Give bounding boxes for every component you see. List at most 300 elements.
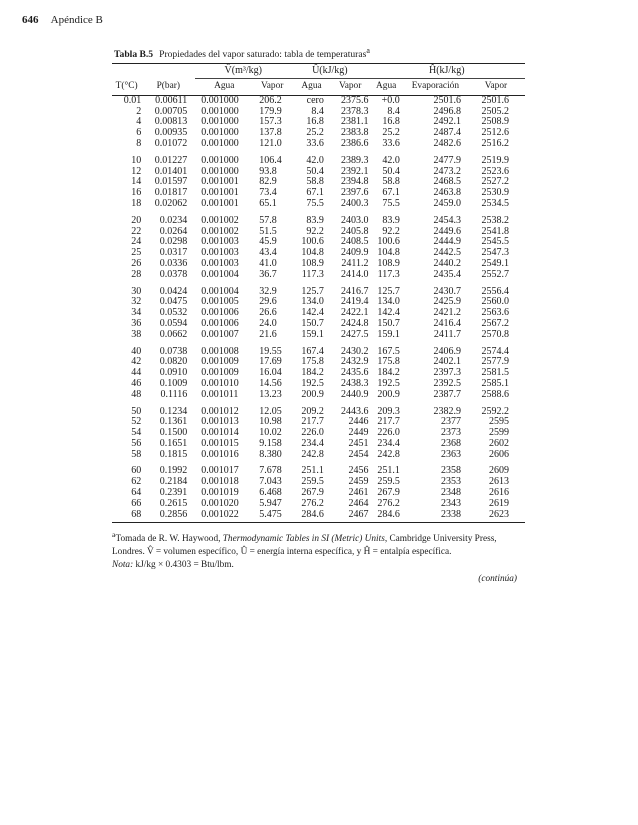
temperature-cell: 18 (131, 197, 142, 209)
table-row (112, 150, 525, 167)
pressure-cell: 0.0738 (159, 345, 188, 357)
temperature-cell: 2 (136, 105, 142, 117)
enthalpy-evaporation-cell: 2358 (440, 465, 461, 477)
volume-liquid-cell: 0.001013 (201, 416, 239, 428)
table-title: Propiedades del vapor saturado: tabla de temperaturas (159, 49, 367, 61)
energy-vapor-cell: 2432.9 (341, 356, 369, 368)
pressure-cell: 0.2856 (141, 510, 195, 523)
temperature-cell: 16 (131, 187, 142, 199)
energy-liquid-cell: 184.2 (301, 367, 324, 379)
volume-liquid-cell: 0.001015 (201, 437, 239, 449)
volume-vapor-cell: 157.3 (259, 116, 282, 128)
energy-liquid-cell: 251.1 (301, 465, 324, 477)
pressure-cell: 0.0820 (159, 356, 188, 368)
volume-vapor-cell: 26.6 (259, 307, 277, 319)
energy-vapor-cell: 2400.3 (341, 197, 369, 209)
volume-vapor-cell: 29.6 (259, 296, 277, 308)
energy-vapor-cell: 2403.0 (341, 214, 369, 226)
enthalpy-evaporation-cell: 2454.3 (433, 214, 461, 226)
energy-liquid-cell: 175.8 (301, 356, 324, 368)
volume-vapor-cell: 137.8 (259, 127, 282, 139)
energy-liquid-cell: 142.4 (301, 307, 324, 319)
pressure-cell: 0.00935 (154, 127, 188, 139)
energy-vapor-cell: 2419.4 (341, 296, 369, 308)
temperature-cell: 50 (131, 405, 142, 417)
energy-vapor-cell: 2464 (348, 497, 369, 509)
volume-vapor-cell: 179.9 (259, 105, 282, 117)
enthalpy-liquid-cell: 284.6 (369, 510, 404, 523)
energy-liquid-cell: 92.2 (306, 225, 324, 237)
energy-liquid-cell: 209.2 (301, 405, 324, 417)
enthalpy-vapor-cell: 2588.6 (481, 388, 509, 400)
enthalpy-liquid-cell: 242.8 (377, 448, 400, 460)
enthalpy-liquid-cell: 117.3 (377, 268, 400, 280)
energy-vapor-cell: 2459 (348, 476, 369, 488)
energy-vapor-cell: 2405.8 (341, 225, 369, 237)
energy-liquid-cell: 217.7 (301, 416, 324, 428)
pressure-cell: 0.0910 (159, 367, 188, 379)
energy-vapor-cell: 2456 (348, 465, 369, 477)
energy-vapor-cell: 2443.6 (341, 405, 369, 417)
enthalpy-liquid-cell: 125.7 (377, 285, 400, 297)
volume-liquid-cell: 0.001002 (201, 214, 239, 226)
volume-liquid-cell: 0.001003 (201, 257, 239, 269)
enthalpy-liquid-cell: 134.0 (377, 296, 400, 308)
volume-liquid-cell: 0.001022 (195, 510, 253, 523)
enthalpy-vapor-cell: 2616 (489, 487, 509, 499)
energy-liquid-cell: 108.9 (301, 257, 324, 269)
enthalpy-liquid-cell: 104.8 (377, 247, 400, 259)
enthalpy-liquid-cell: 50.4 (382, 165, 400, 177)
pressure-cell: 0.0532 (159, 307, 188, 319)
volume-liquid-cell: 0.001020 (201, 497, 239, 509)
footnote-source-title: Thermodynamic Tables in SI (Metric) Units (222, 534, 385, 545)
enthalpy-evaporation-cell: 2473.2 (433, 165, 461, 177)
energy-vapor-cell: 2397.6 (341, 187, 369, 199)
energy-liquid-cell: 159.1 (301, 328, 324, 340)
enthalpy-evaporation-cell: 2397.3 (433, 367, 461, 379)
table-row (112, 401, 525, 418)
group-header-energy: Û(kJ/kg) (291, 64, 368, 79)
volume-vapor-cell: 32.9 (259, 285, 277, 297)
energy-vapor-cell: 2383.8 (341, 127, 369, 139)
pressure-cell: 0.01072 (154, 137, 188, 149)
energy-vapor-cell: 2375.6 (341, 94, 369, 106)
pressure-cell: 0.1361 (159, 416, 188, 428)
saturated-steam-table (112, 63, 525, 523)
energy-liquid-cell: 33.6 (306, 137, 324, 149)
enthalpy-vapor-cell: 2508.9 (481, 116, 509, 128)
volume-vapor-cell: 7.678 (259, 465, 282, 477)
enthalpy-vapor-cell: 2567.2 (481, 317, 509, 329)
temperature-cell: 40 (131, 345, 142, 357)
enthalpy-evaporation-cell: 2373 (440, 427, 461, 439)
enthalpy-evaporation-cell: 2482.6 (433, 137, 461, 149)
energy-liquid-cell: 75.5 (306, 197, 324, 209)
pressure-cell: 0.02062 (154, 197, 188, 209)
enthalpy-evaporation-cell: 2430.7 (433, 285, 461, 297)
pressure-cell: 0.01401 (154, 165, 188, 177)
enthalpy-liquid-cell: 159.1 (377, 328, 400, 340)
enthalpy-vapor-cell: 2501.6 (481, 94, 509, 106)
enthalpy-liquid-cell: +0.0 (381, 94, 400, 106)
energy-vapor-cell: 2394.8 (341, 176, 369, 188)
energy-vapor-cell: 2386.6 (341, 137, 369, 149)
temperature-cell: 20 (131, 214, 142, 226)
energy-liquid-cell: 234.4 (301, 437, 324, 449)
group-header-blank (112, 64, 195, 79)
enthalpy-vapor-cell: 2512.6 (481, 127, 509, 139)
temperature-cell: 25 (131, 247, 142, 259)
enthalpy-evaporation-cell: 2425.9 (433, 296, 461, 308)
temperature-cell: 12 (131, 165, 142, 177)
energy-liquid-cell: 150.7 (301, 317, 324, 329)
enthalpy-evaporation-cell: 2444.9 (433, 236, 461, 248)
energy-vapor-cell: 2408.5 (341, 236, 369, 248)
volume-vapor-cell: 82.9 (259, 176, 277, 188)
footnote-source-prefix: Tomada de R. W. Haywood, (115, 534, 223, 545)
temperature-cell: 58 (131, 448, 142, 460)
energy-vapor-cell: 2381.1 (341, 116, 369, 128)
enthalpy-vapor-cell: 2549.1 (481, 257, 509, 269)
pressure-cell: 0.1116 (160, 388, 188, 400)
enthalpy-vapor-cell: 2538.2 (481, 214, 509, 226)
temperature-cell: 68 (112, 510, 141, 523)
volume-liquid-cell: 0.001016 (201, 448, 239, 460)
footnote-note-text: kJ/kg × 0.4303 = Btu/lbm. (133, 559, 234, 570)
energy-liquid-cell: 267.9 (301, 487, 324, 499)
volume-vapor-cell: 45.9 (259, 236, 277, 248)
footnote-mark: a (112, 530, 116, 540)
energy-vapor-cell: 2449 (348, 427, 369, 439)
enthalpy-vapor-cell: 2530.9 (481, 187, 509, 199)
energy-liquid-cell: 259.5 (301, 476, 324, 488)
energy-vapor-cell: 2461 (348, 487, 369, 499)
enthalpy-vapor-cell: 2574.4 (481, 345, 509, 357)
volume-vapor-cell: 65.1 (259, 197, 277, 209)
enthalpy-evaporation-cell: 2377 (440, 416, 461, 428)
col-header-enthalpy-evaporation: Evaporación (404, 78, 467, 95)
pressure-cell: 0.1234 (159, 405, 188, 417)
energy-vapor-cell: 2416.7 (341, 285, 369, 297)
enthalpy-liquid-cell: 192.5 (377, 377, 400, 389)
enthalpy-evaporation-cell: 2402.1 (433, 356, 461, 368)
volume-liquid-cell: 0.001006 (201, 317, 239, 329)
enthalpy-vapor-cell: 2577.9 (481, 356, 509, 368)
energy-vapor-cell: 2422.1 (341, 307, 369, 319)
pressure-cell: 0.1500 (159, 427, 188, 439)
enthalpy-evaporation-cell: 2411.7 (433, 328, 461, 340)
volume-liquid-cell: 0.001000 (201, 165, 239, 177)
volume-liquid-cell: 0.001018 (201, 476, 239, 488)
temperature-cell: 32 (131, 296, 142, 308)
volume-liquid-cell: 0.001002 (201, 225, 239, 237)
col-header-volume-liquid: Agua (195, 78, 253, 95)
enthalpy-liquid-cell: 150.7 (377, 317, 400, 329)
enthalpy-evaporation-cell: 2492.1 (433, 116, 461, 128)
pressure-cell: 0.00705 (154, 105, 188, 117)
table-title-footnote-mark: a (366, 46, 370, 55)
volume-vapor-cell: 10.98 (259, 416, 282, 428)
energy-vapor-cell: 2451 (348, 437, 369, 449)
pressure-cell: 0.1009 (159, 377, 188, 389)
energy-vapor-cell: 2392.1 (341, 165, 369, 177)
temperature-cell: 60 (131, 465, 142, 477)
temperature-cell: 30 (131, 285, 142, 297)
enthalpy-liquid-cell: 42.0 (382, 154, 400, 166)
volume-liquid-cell: 0.001006 (201, 307, 239, 319)
volume-vapor-cell: 93.8 (259, 165, 277, 177)
temperature-cell: 46 (131, 377, 142, 389)
pressure-cell: 0.1651 (159, 437, 188, 449)
temperature-cell: 14 (131, 176, 142, 188)
pressure-cell: 0.01597 (154, 176, 188, 188)
volume-liquid-cell: 0.001001 (201, 197, 239, 209)
pressure-cell: 0.0424 (159, 285, 188, 297)
energy-liquid-cell: 200.9 (301, 388, 324, 400)
energy-liquid-cell: 242.8 (301, 448, 324, 460)
enthalpy-vapor-cell: 2505.2 (481, 105, 509, 117)
energy-liquid-cell: cero (306, 94, 324, 106)
enthalpy-vapor-cell: 2585.1 (481, 377, 509, 389)
enthalpy-vapor-cell: 2623 (467, 510, 525, 523)
energy-vapor-cell: 2435.6 (341, 367, 369, 379)
section-title: Apéndice B (50, 14, 103, 26)
enthalpy-evaporation-cell: 2368 (440, 437, 461, 449)
table-body (112, 95, 525, 523)
pressure-cell: 0.0336 (159, 257, 188, 269)
temperature-cell: 28 (131, 268, 142, 280)
volume-liquid-cell: 0.001000 (201, 127, 239, 139)
volume-vapor-cell: 17.69 (259, 356, 282, 368)
energy-vapor-cell: 2378.3 (341, 105, 369, 117)
temperature-cell: 52 (131, 416, 142, 428)
energy-vapor-cell: 2446 (348, 416, 369, 428)
enthalpy-liquid-cell: 184.2 (377, 367, 400, 379)
pressure-cell: 0.2391 (159, 487, 188, 499)
temperature-cell: 56 (131, 437, 142, 449)
volume-vapor-cell: 36.7 (259, 268, 277, 280)
enthalpy-liquid-cell: 259.5 (377, 476, 400, 488)
volume-vapor-cell: 51.5 (259, 225, 277, 237)
energy-liquid-cell: 284.6 (291, 510, 332, 523)
enthalpy-evaporation-cell: 2440.2 (433, 257, 461, 269)
temperature-cell: 42 (131, 356, 142, 368)
temperature-cell: 4 (136, 116, 142, 128)
enthalpy-vapor-cell: 2552.7 (481, 268, 509, 280)
pressure-cell: 0.00611 (155, 94, 188, 106)
temperature-cell: 64 (131, 487, 142, 499)
volume-vapor-cell: 43.4 (259, 247, 277, 259)
col-header-pressure: P(bar) (141, 78, 195, 95)
enthalpy-vapor-cell: 2519.9 (481, 154, 509, 166)
volume-vapor-cell: 13.23 (259, 388, 282, 400)
pressure-cell: 0.0594 (159, 317, 188, 329)
energy-liquid-cell: 67.1 (306, 187, 324, 199)
enthalpy-liquid-cell: 209.3 (377, 405, 400, 417)
enthalpy-liquid-cell: 75.5 (382, 197, 400, 209)
footnote-note (112, 559, 525, 572)
volume-liquid-cell: 0.001014 (201, 427, 239, 439)
enthalpy-liquid-cell: 217.7 (377, 416, 400, 428)
pressure-cell: 0.2615 (159, 497, 188, 509)
energy-liquid-cell: 117.3 (301, 268, 324, 280)
pressure-cell: 0.0378 (159, 268, 188, 280)
energy-liquid-cell: 8.4 (311, 105, 324, 117)
volume-liquid-cell: 0.001000 (201, 154, 239, 166)
pressure-cell: 0.0298 (159, 236, 188, 248)
volume-vapor-cell: 5.475 (253, 510, 291, 523)
volume-vapor-cell: 14.56 (259, 377, 282, 389)
enthalpy-evaporation-cell: 2343 (440, 497, 461, 509)
energy-liquid-cell: 83.9 (306, 214, 324, 226)
table-label: Tabla B.5 (114, 49, 154, 61)
table-row (112, 510, 525, 523)
group-header-enthalpy: Ĥ(kJ/kg) (369, 64, 526, 79)
temperature-cell: 36 (131, 317, 142, 329)
enthalpy-liquid-cell: 108.9 (377, 257, 400, 269)
volume-liquid-cell: 0.001009 (201, 367, 239, 379)
energy-liquid-cell: 58.8 (306, 176, 324, 188)
energy-liquid-cell: 25.2 (306, 127, 324, 139)
enthalpy-vapor-cell: 2560.0 (481, 296, 509, 308)
volume-vapor-cell: 8.380 (259, 448, 282, 460)
enthalpy-evaporation-cell: 2363 (440, 448, 461, 460)
energy-liquid-cell: 192.5 (301, 377, 324, 389)
temperature-cell: 44 (131, 367, 142, 379)
pressure-cell: 0.00813 (154, 116, 188, 128)
col-header-volume-vapor: Vapor (253, 78, 291, 95)
volume-vapor-cell: 106.4 (259, 154, 282, 166)
enthalpy-vapor-cell: 2516.2 (481, 137, 509, 149)
volume-liquid-cell: 0.001005 (201, 296, 239, 308)
energy-vapor-cell: 2440.9 (341, 388, 369, 400)
temperature-cell: 6 (136, 127, 142, 139)
enthalpy-liquid-cell: 267.9 (377, 487, 400, 499)
col-header-enthalpy-vapor: Vapor (467, 78, 525, 95)
enthalpy-liquid-cell: 16.8 (382, 116, 400, 128)
enthalpy-vapor-cell: 2619 (489, 497, 509, 509)
table-row (112, 330, 525, 341)
temperature-cell: 10 (131, 154, 142, 166)
volume-vapor-cell: 41.0 (259, 257, 277, 269)
volume-liquid-cell: 0.001001 (201, 187, 239, 199)
enthalpy-vapor-cell: 2556.4 (481, 285, 509, 297)
volume-liquid-cell: 0.001011 (201, 388, 239, 400)
enthalpy-liquid-cell: 175.8 (377, 356, 400, 368)
volume-vapor-cell: 6.468 (259, 487, 282, 499)
volume-liquid-cell: 0.001004 (201, 285, 239, 297)
temperature-cell: 54 (131, 427, 142, 439)
volume-vapor-cell: 121.0 (259, 137, 282, 149)
group-header-row (112, 64, 525, 79)
enthalpy-evaporation-cell: 2442.5 (433, 247, 461, 259)
enthalpy-evaporation-cell: 2421.2 (433, 307, 461, 319)
temperature-cell: 22 (131, 225, 142, 237)
pressure-cell: 0.0662 (159, 328, 188, 340)
volume-liquid-cell: 0.001004 (201, 268, 239, 280)
enthalpy-vapor-cell: 2563.6 (481, 307, 509, 319)
temperature-cell: 48 (131, 388, 142, 400)
energy-vapor-cell: 2430.2 (341, 345, 369, 357)
enthalpy-evaporation-cell: 2463.8 (433, 187, 461, 199)
enthalpy-liquid-cell: 25.2 (382, 127, 400, 139)
volume-vapor-cell: 73.4 (259, 187, 277, 199)
energy-vapor-cell: 2454 (348, 448, 369, 460)
energy-liquid-cell: 276.2 (301, 497, 324, 509)
enthalpy-evaporation-cell: 2501.6 (433, 94, 461, 106)
energy-liquid-cell: 16.8 (306, 116, 324, 128)
pressure-cell: 0.0264 (159, 225, 188, 237)
volume-vapor-cell: 7.043 (259, 476, 282, 488)
enthalpy-liquid-cell: 251.1 (377, 465, 400, 477)
volume-liquid-cell: 0.001017 (201, 465, 239, 477)
enthalpy-liquid-cell: 167.5 (377, 345, 400, 357)
temperature-cell: 8 (136, 137, 142, 149)
energy-liquid-cell: 125.7 (301, 285, 324, 297)
column-header-row (112, 78, 525, 95)
pressure-cell: 0.1992 (159, 465, 188, 477)
volume-liquid-cell: 0.001003 (201, 236, 239, 248)
col-header-enthalpy-liquid: Agua (369, 78, 404, 95)
volume-liquid-cell: 0.001003 (201, 247, 239, 259)
energy-liquid-cell: 167.4 (301, 345, 324, 357)
volume-vapor-cell: 5.947 (259, 497, 282, 509)
enthalpy-liquid-cell: 276.2 (377, 497, 400, 509)
enthalpy-liquid-cell: 226.0 (377, 427, 400, 439)
table-row (112, 341, 525, 358)
table-row (112, 390, 525, 401)
volume-liquid-cell: 0.001000 (201, 137, 239, 149)
enthalpy-vapor-cell: 2609 (489, 465, 509, 477)
table-row (112, 210, 525, 227)
footnote-note-label: Nota: (112, 559, 134, 570)
table-caption (114, 46, 525, 60)
enthalpy-evaporation-cell: 2459.0 (433, 197, 461, 209)
temperature-cell: 62 (131, 476, 142, 488)
volume-vapor-cell: 19.55 (259, 345, 282, 357)
volume-vapor-cell: 16.04 (259, 367, 282, 379)
pressure-cell: 0.0475 (159, 296, 188, 308)
energy-vapor-cell: 2467 (332, 510, 369, 523)
energy-liquid-cell: 42.0 (306, 154, 324, 166)
volume-liquid-cell: 0.001012 (201, 405, 239, 417)
enthalpy-liquid-cell: 100.6 (377, 236, 400, 248)
enthalpy-vapor-cell: 2541.8 (481, 225, 509, 237)
volume-vapor-cell: 24.0 (259, 317, 277, 329)
table-row (112, 270, 525, 281)
enthalpy-liquid-cell: 234.4 (377, 437, 400, 449)
volume-liquid-cell: 0.001019 (201, 487, 239, 499)
table-row (112, 95, 525, 106)
volume-liquid-cell: 0.001007 (201, 328, 239, 340)
enthalpy-evaporation-cell: 2353 (440, 476, 461, 488)
group-header-volume: V̂(m³/kg) (195, 64, 291, 79)
enthalpy-evaporation-cell: 2387.7 (433, 388, 461, 400)
table-row (112, 450, 525, 461)
energy-vapor-cell: 2438.3 (341, 377, 369, 389)
enthalpy-evaporation-cell: 2382.9 (433, 405, 461, 417)
page-number: 646 (22, 14, 39, 26)
temperature-cell: 38 (131, 328, 142, 340)
enthalpy-vapor-cell: 2527.2 (481, 176, 509, 188)
enthalpy-liquid-cell: 67.1 (382, 187, 400, 199)
volume-liquid-cell: 0.001000 (201, 105, 239, 117)
temperature-cell: 24 (131, 236, 142, 248)
temperature-cell: 26 (131, 257, 142, 269)
enthalpy-vapor-cell: 2613 (489, 476, 509, 488)
enthalpy-vapor-cell: 2545.5 (481, 236, 509, 248)
